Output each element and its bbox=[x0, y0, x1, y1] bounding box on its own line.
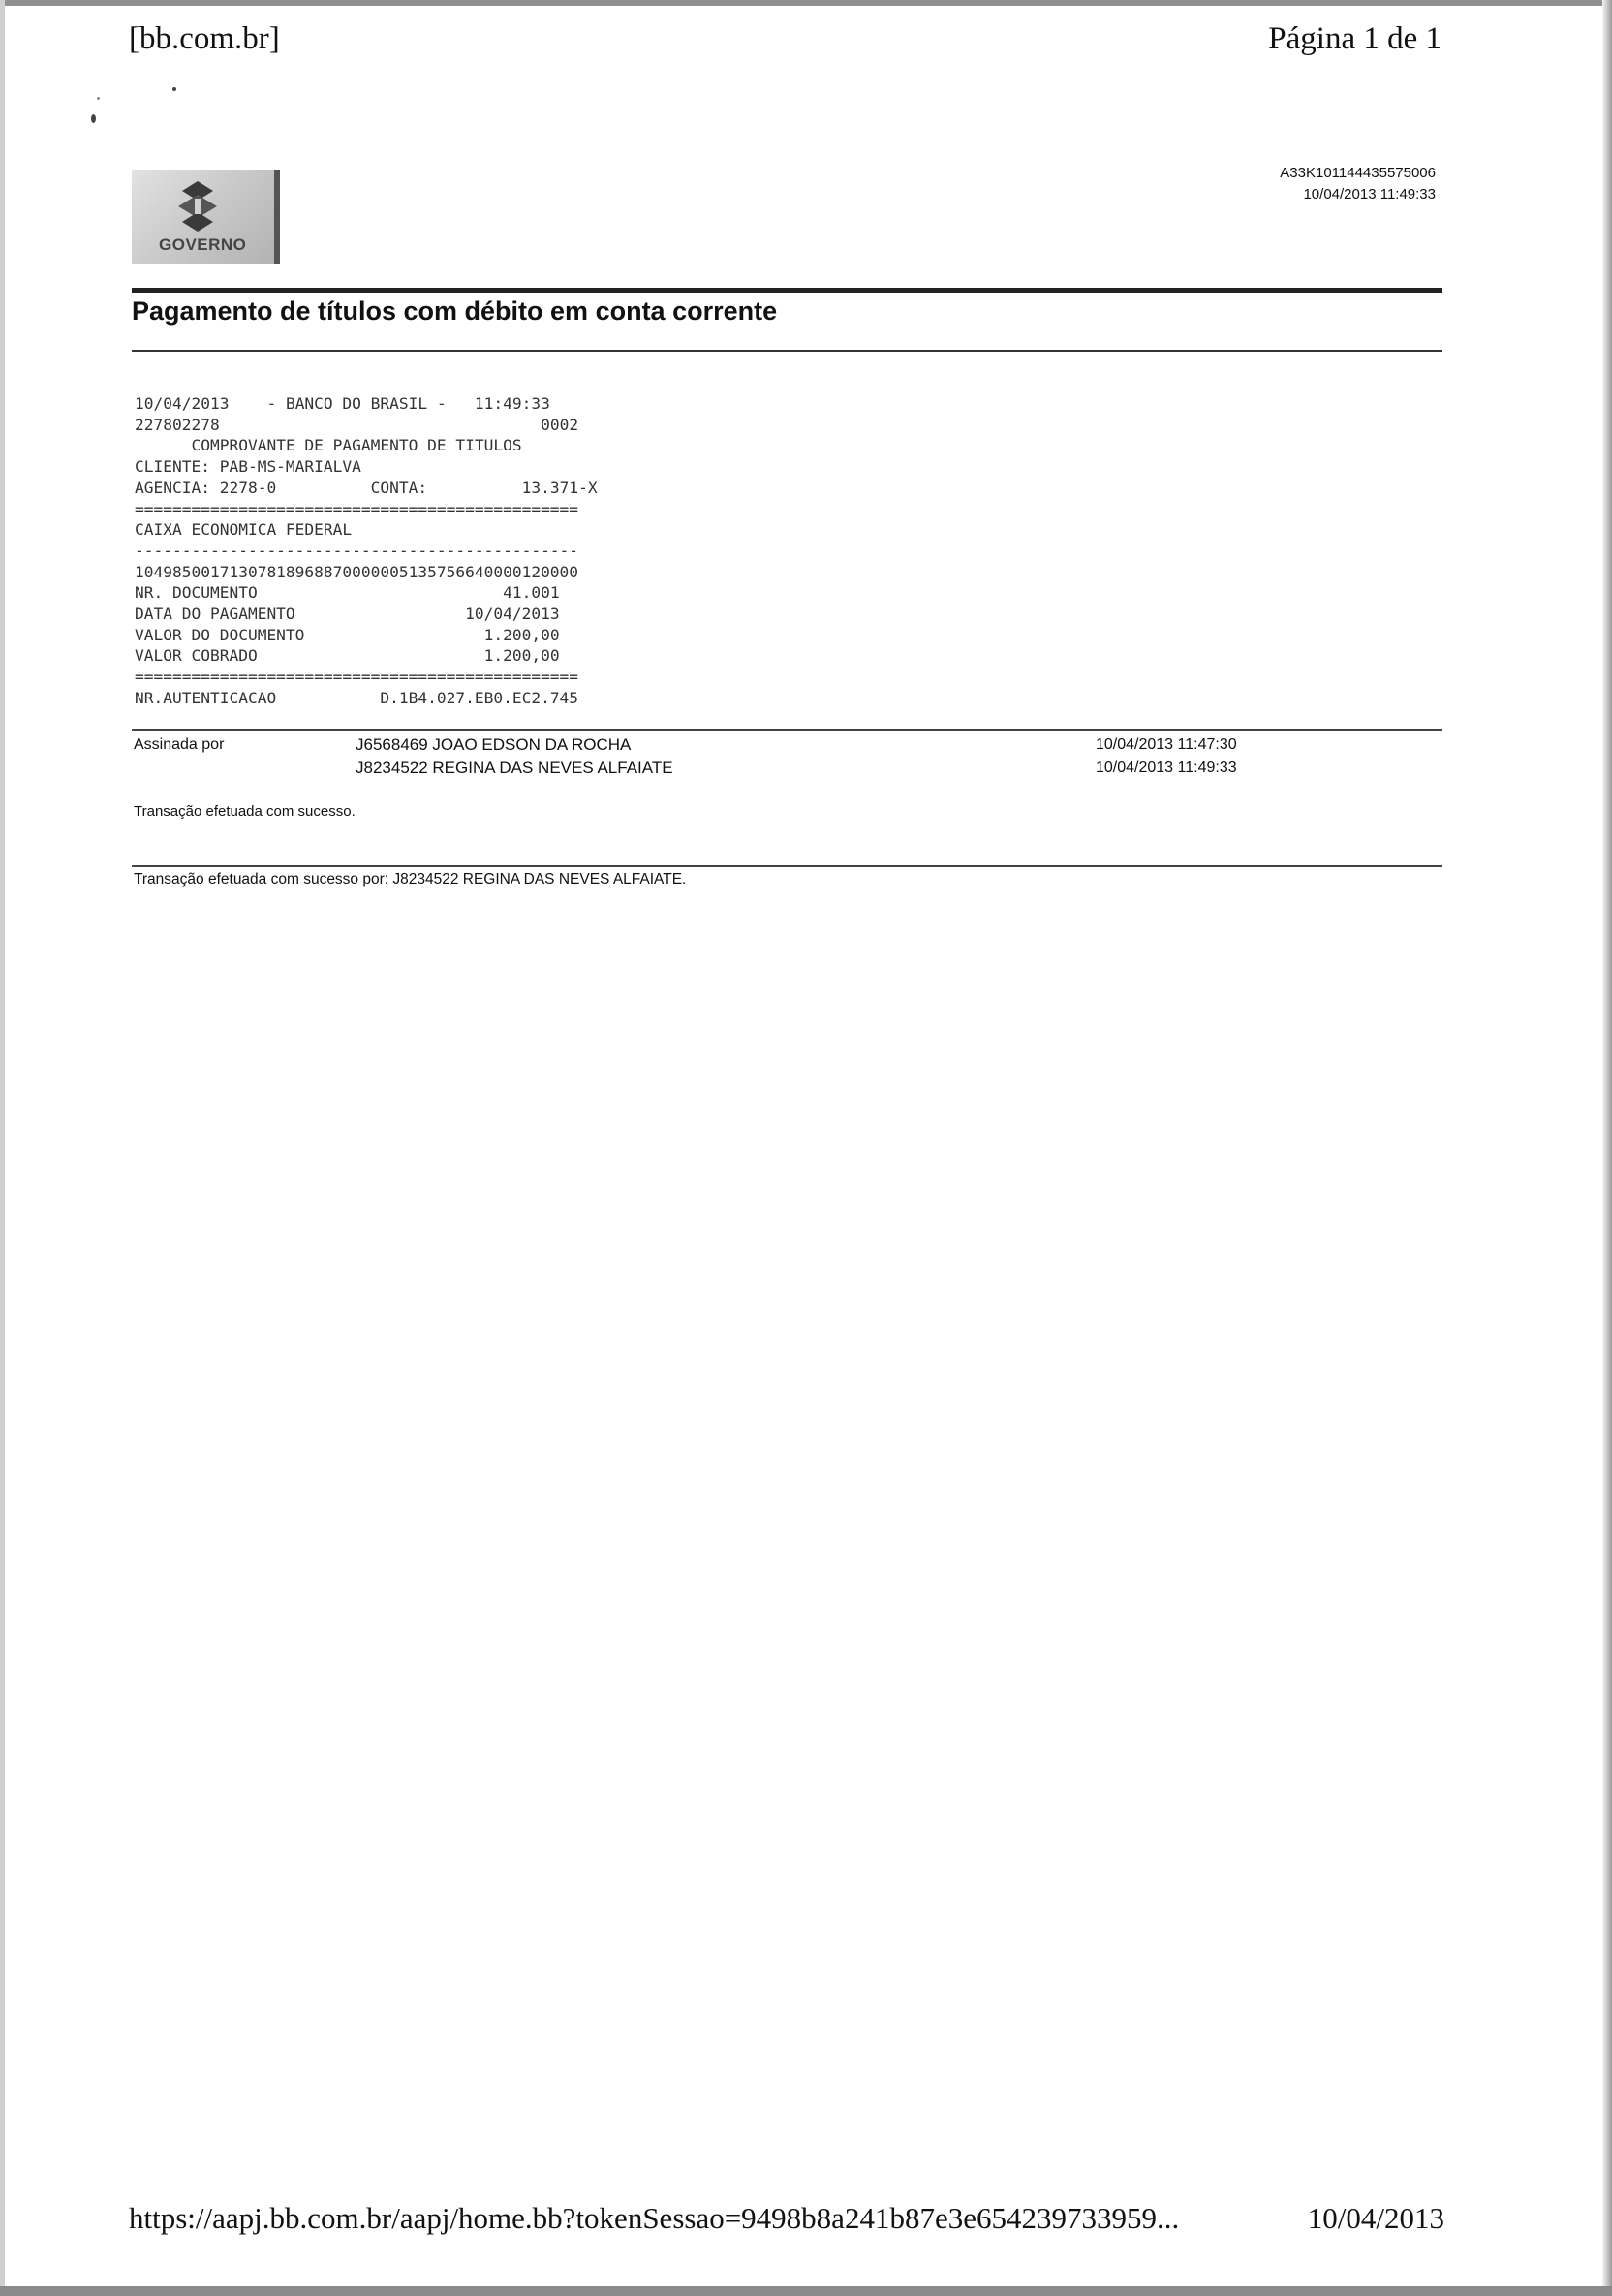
page-url: https://aapj.bb.com.br/aapj/home.bb?tokenSessao=9498b8a241b87e3e654239733959... bbox=[129, 2201, 1180, 2235]
receipt-field-value: 10/04/2013 bbox=[465, 605, 560, 624]
receipt-conta-value: 13.371-X bbox=[521, 478, 598, 497]
title-underline bbox=[132, 350, 1442, 352]
scan-edge-top bbox=[0, 0, 1612, 6]
document-timestamp: 10/04/2013 11:49:33 bbox=[1303, 186, 1436, 202]
title-rule bbox=[132, 288, 1442, 293]
site-header: [bb.com.br] bbox=[129, 21, 280, 56]
receipt-sequence: 0002 bbox=[541, 415, 579, 434]
document-id bbox=[1280, 163, 1436, 205]
governo-logo bbox=[132, 170, 280, 264]
logo-label: GOVERNO bbox=[159, 235, 247, 254]
page-indicator: Página 1 de 1 bbox=[1268, 21, 1442, 56]
receipt-cliente: CLIENTE: PAB-MS-MARIALVA bbox=[135, 457, 361, 477]
receipt-autenticacao-value: D.1B4.027.EB0.EC2.745 bbox=[380, 688, 579, 707]
signature-rule bbox=[132, 729, 1442, 731]
receipt-bank: - BANCO DO BRASIL - bbox=[266, 394, 447, 413]
receipt-autenticacao-label: NR.AUTENTICACAO bbox=[135, 688, 277, 707]
footer-rule bbox=[132, 865, 1442, 867]
receipt-heading: COMPROVANTE DE PAGAMENTO DE TITULOS bbox=[191, 436, 522, 455]
receipt-field-value: 41.001 bbox=[503, 583, 560, 603]
print-date: 10/04/2013 bbox=[1307, 2201, 1444, 2235]
receipt-field-value: 1.200,00 bbox=[483, 625, 560, 644]
scan-edge-right bbox=[1602, 0, 1612, 2296]
signer-name: J8234522 REGINA DAS NEVES ALFAIATE bbox=[356, 759, 673, 777]
receipt-field-label: NR. DOCUMENTO bbox=[135, 583, 258, 603]
receipt-separator-double: =============================================== bbox=[135, 667, 579, 687]
scan-speck bbox=[91, 114, 96, 123]
receipt-date: 10/04/2013 bbox=[135, 394, 230, 413]
receipt-field-label: VALOR COBRADO bbox=[135, 646, 258, 666]
signer-datetime: 10/04/2013 11:47:30 bbox=[1096, 736, 1237, 753]
scan-speck bbox=[172, 87, 176, 91]
receipt-separator-double: =============================================== bbox=[135, 499, 579, 518]
signed-by-label: Assinada por bbox=[134, 736, 225, 753]
receipt-agencia: AGENCIA: 2278-0 bbox=[135, 478, 277, 497]
receipt-field-value: 1.200,00 bbox=[483, 646, 560, 666]
transaction-footer-status: Transação efetuada com sucesso por: J8234522 REGINA DAS NEVES ALFAIATE. bbox=[134, 871, 687, 887]
receipt-time: 11:49:33 bbox=[474, 394, 550, 413]
receipt-barcode: 10498500171307818968870000005135756640000120000 bbox=[135, 562, 579, 581]
signer-datetime: 10/04/2013 11:49:33 bbox=[1096, 760, 1237, 776]
receipt-terminal: 227802278 bbox=[135, 415, 220, 434]
receipt-conta-label: CONTA: bbox=[370, 478, 428, 497]
document-code: A33K101144435575006 bbox=[1280, 165, 1436, 181]
receipt-field-label: VALOR DO DOCUMENTO bbox=[135, 625, 305, 644]
banco-do-brasil-logo-icon bbox=[169, 179, 227, 233]
receipt-block bbox=[135, 393, 598, 709]
receipt-separator-dashed: ----------------------------------------------- bbox=[135, 541, 579, 560]
transaction-status: Transação efetuada com sucesso. bbox=[134, 803, 356, 820]
receipt-field-label: DATA DO PAGAMENTO bbox=[135, 605, 295, 624]
page-title: Pagamento de títulos com débito em conta corrente bbox=[132, 296, 778, 326]
scan-edge-bottom bbox=[0, 2286, 1612, 2296]
signer-name: J6568469 JOAO EDSON DA ROCHA bbox=[356, 735, 632, 754]
scan-edge-left bbox=[0, 0, 5, 2296]
receipt-favorecido: CAIXA ECONOMICA FEDERAL bbox=[135, 520, 353, 540]
scan-speck bbox=[97, 97, 100, 100]
